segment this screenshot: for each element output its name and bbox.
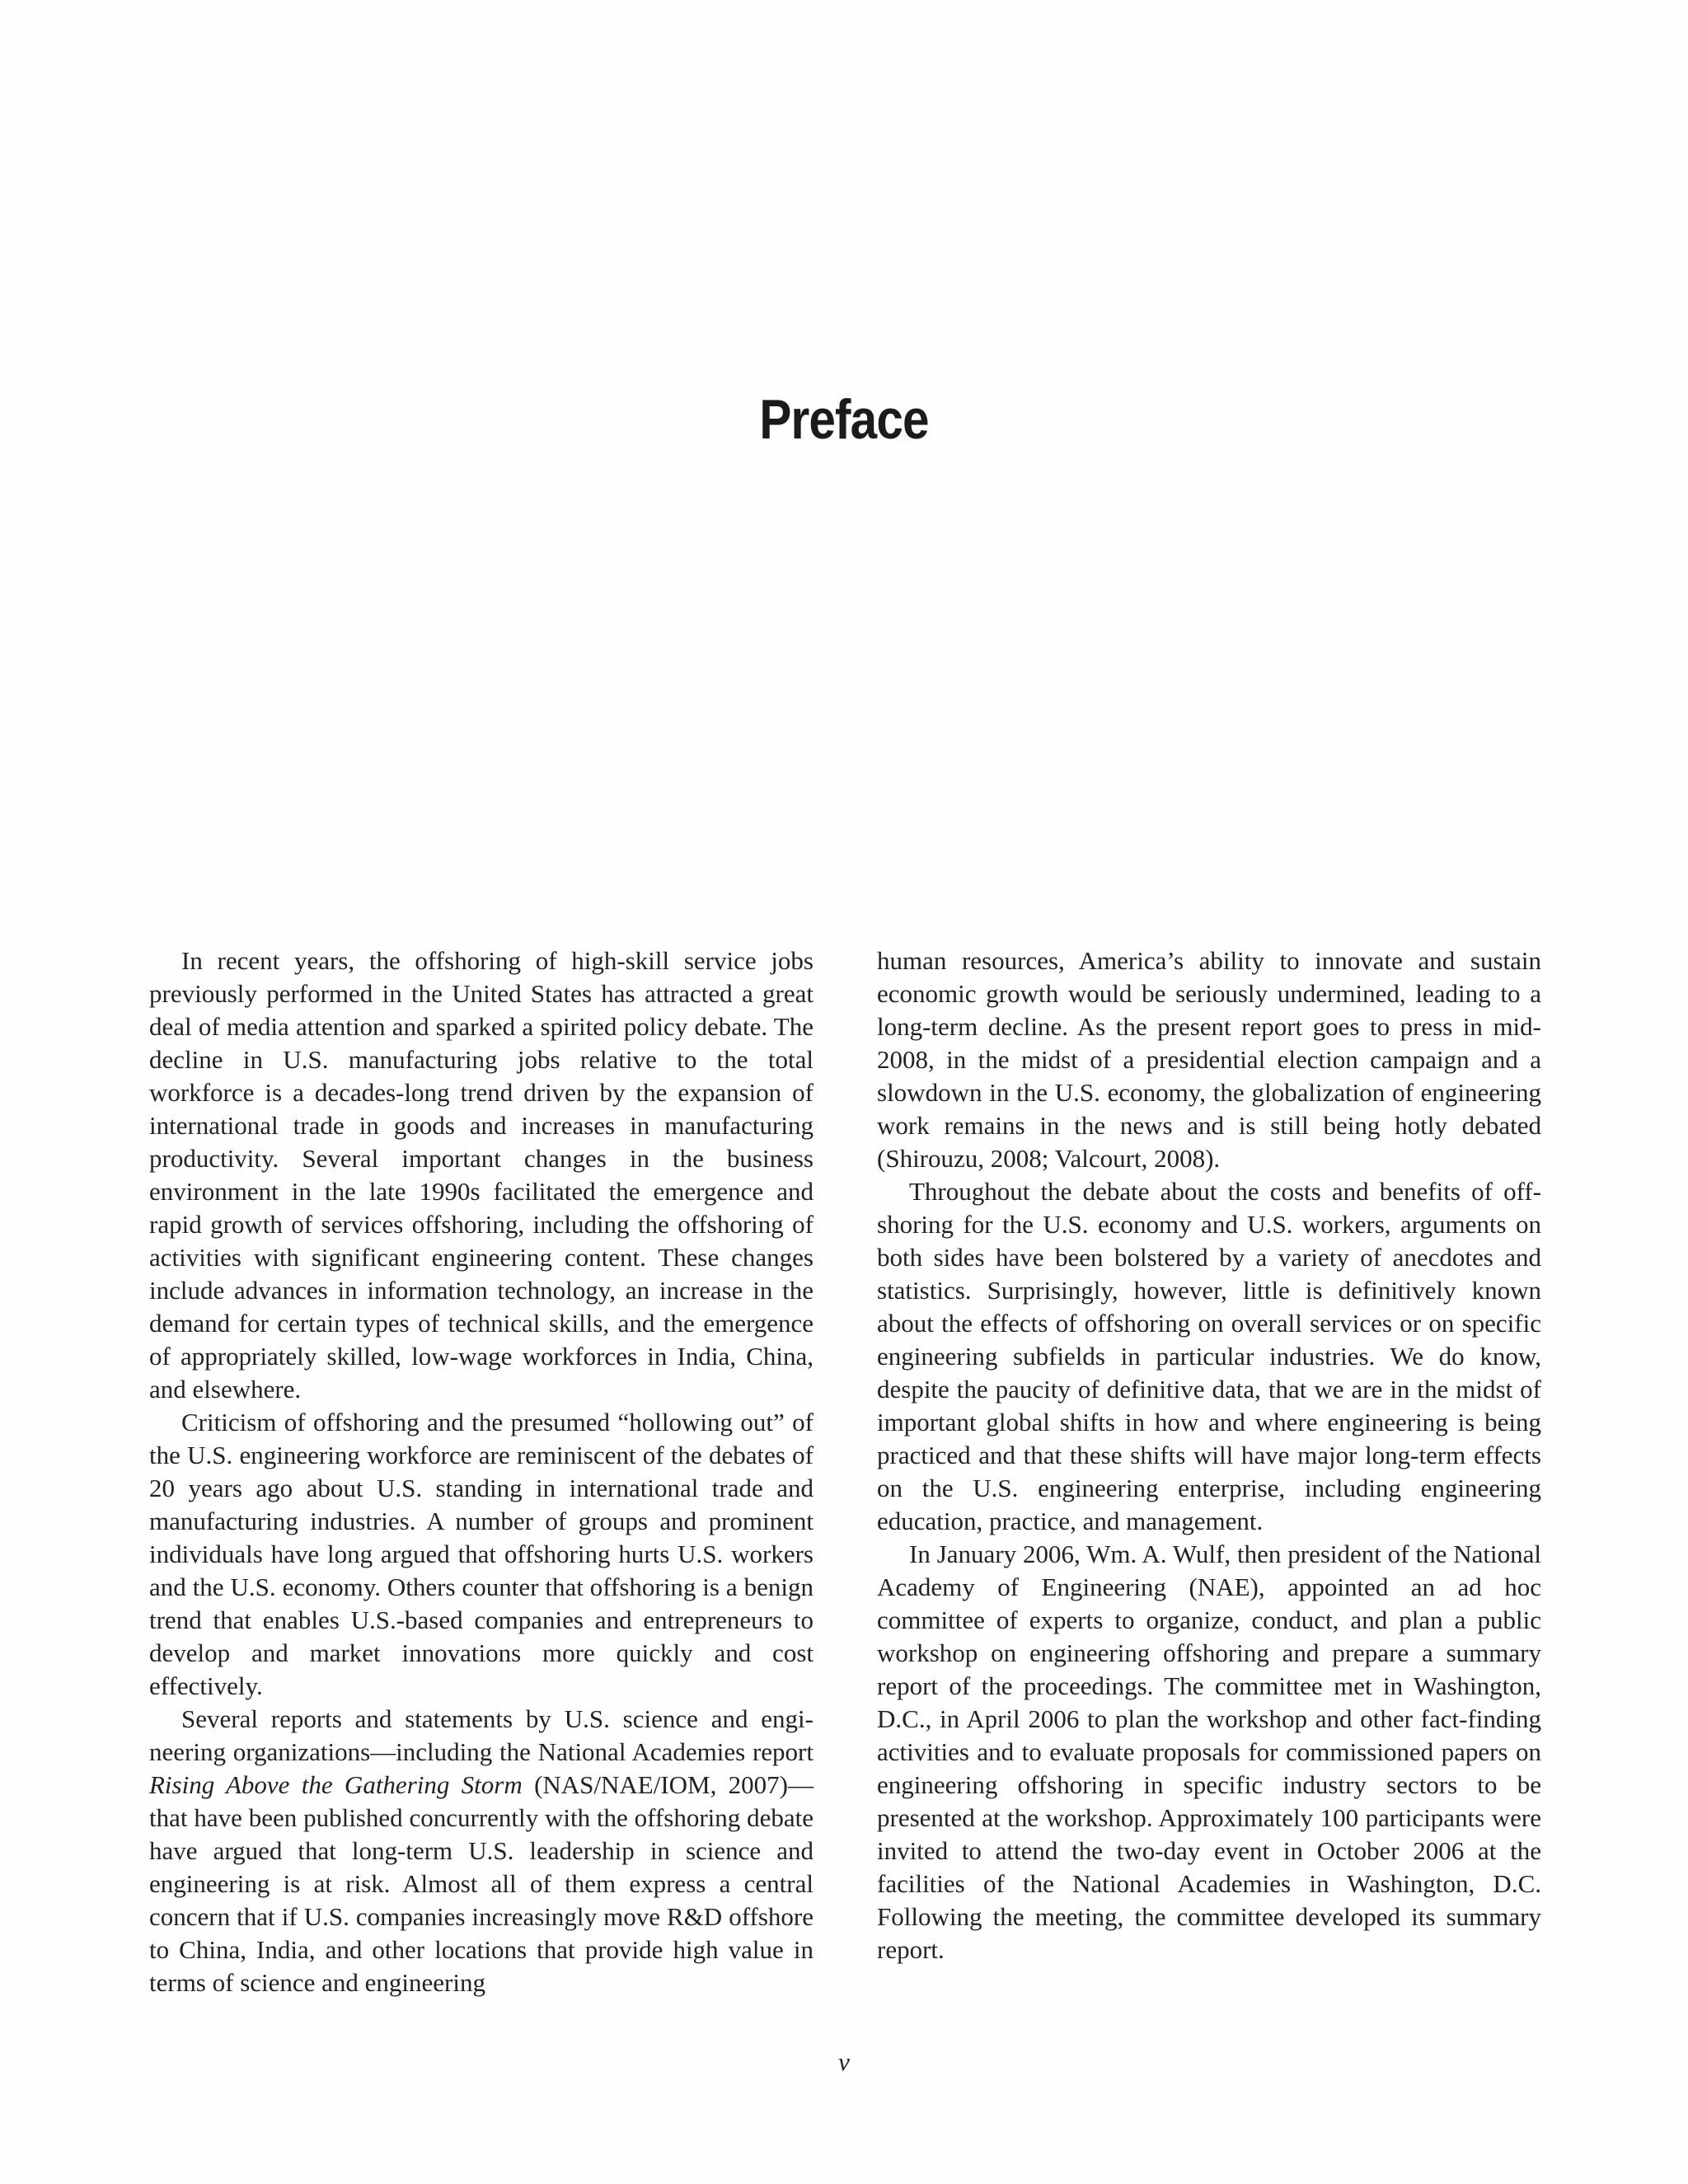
paragraph-continued: human resources, America’s ability to innovate and sustain economic growth would be seriously undermined, leading to a long-term decline. As the present report goes to press in mid-2008, in the midst of a presidential election campaign and a slowdown in the U.S. economy, the globalization of engineering work remains in the news and is still being hotly debated (Shirouzu, 2008; Valcourt, 2008).: [877, 946, 1541, 1173]
paragraph: In January 2006, Wm. A. Wulf, then president of the National Academy of Engineering (NAE), appointed an ad hoc committee of experts to organize, conduct, and plan a public workshop on engineering offshoring and prepare a summary report of the proceedings. The committee met in Washington, D.C., in April 2006 to plan the workshop and other fact-finding activities and to evaluate proposals for commissioned papers on engineering offshoring in specific industry sectors to be presented at the workshop. Approximately 100 participants were invited to attend the two-day event in October 2006 at the facilities of the National Academies in Washington, D.C. Following the meeting, the committee developed its summary report.: [877, 1540, 1541, 1964]
paragraph: In recent years, the offshoring of high-skill service jobs previously performed in the United States has attracted a great deal of media attention and sparked a spirited policy debate. The decline in U.S. manufacturing jobs relative to the total workforce is a decades-long trend driven by the expansion of international trade in goods and increases in manufacturing productivity. Several important changes in the business environment in the late 1990s facilitated the emergence and rapid growth of services offshoring, including the offshoring of activities with significant engineering content. These changes include advances in information technology, an increase in the demand for certain types of technical skills, and the emergence of appropriately skilled, low-wage workforces in India, China, and elsewhere.: [149, 946, 814, 1404]
paragraph-text: Several reports and statements by U.S. science and engineering organizations—including the National Academies report: [149, 1704, 814, 1766]
right-column: [877, 944, 1541, 1966]
report-title: Rising Above the Gathering Storm: [149, 1770, 523, 1799]
page-number: v: [838, 2047, 850, 2076]
page-title: Preface: [759, 388, 929, 451]
paragraph: Throughout the debate about the costs and benefits of offshoring for the U.S. economy and U.S. workers, arguments on both sides have been bolstered by a variety of anecdotes and statistics. Surprisingly, however, little is definitively known about the effects of offshoring on overall services or on specific engineering subfields in particular industries. We do know, despite the paucity of definitive data, that we are in the midst of important global shifts in how and where engineering is being practiced and that these shifts will have major long-term effects on the U.S. engineering enterprise, including engineering education, practice, and management.: [877, 1177, 1541, 1535]
paragraph-text: (NAS/NAE/IOM, 2007)—that have been published concurrently with the offshoring debate have argued that long-term U.S. leadership in science and engineering is at risk. Almost all of them express a central concern that if U.S. companies increasingly move R&D offshore to China, India, and other locations that provide high value in terms of science and engineering: [149, 1770, 814, 1997]
paragraph: [149, 1703, 814, 1999]
left-column: [149, 944, 814, 1999]
paragraph: Criticism of offshoring and the presumed “hollowing out” of the U.S. engineering workforce are reminiscent of the debates of 20 years ago about U.S. standing in international trade and manufacturing industries. A number of groups and prominent individuals have long argued that offshoring hurts U.S. workers and the U.S. economy. Others counter that offshoring is a benign trend that enables U.S.-based companies and entrepreneurs to develop and market innovations more quickly and cost effectively.: [149, 1408, 814, 1700]
